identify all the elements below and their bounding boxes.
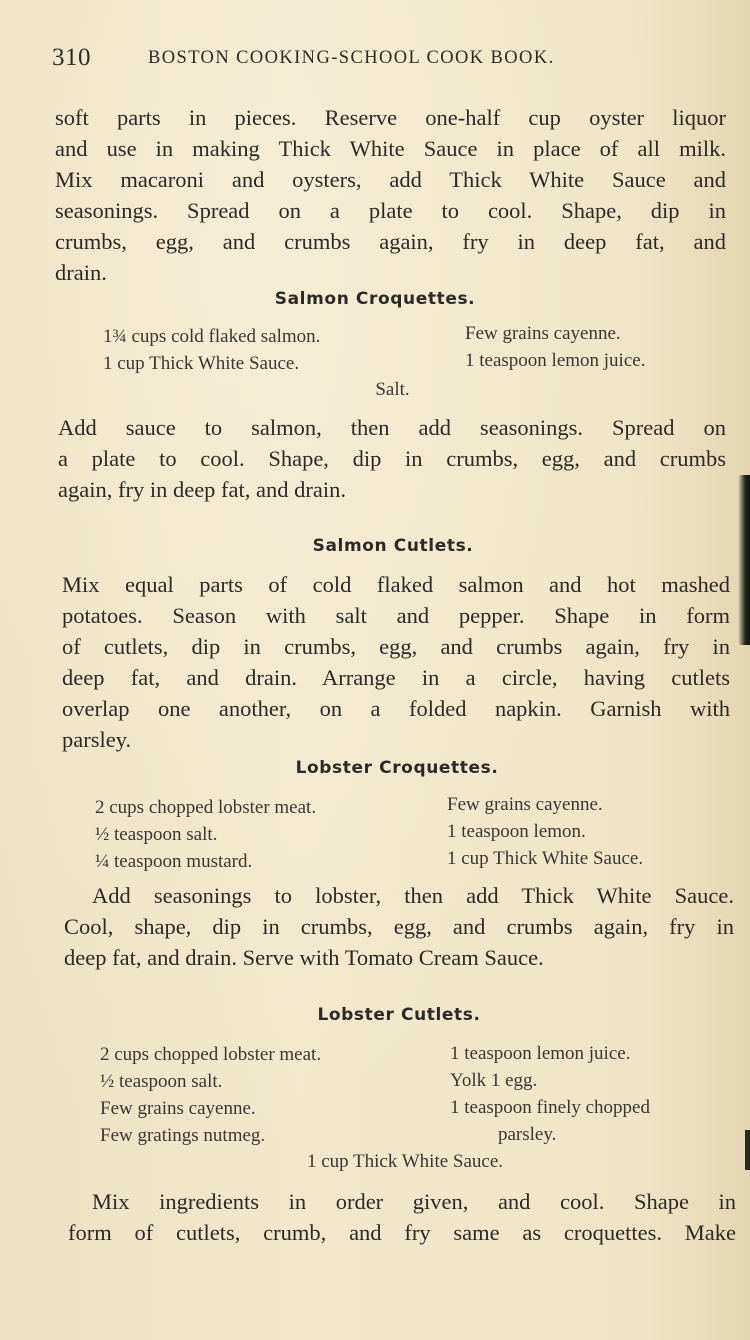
intro-paragraph (55, 102, 726, 288)
ingredients-right (447, 791, 643, 872)
text-line: Cool, shape, dip in crumbs, egg, and crumbs again, fry in (64, 914, 734, 939)
text-line: a plate to cool. Shape, dip in crumbs, egg, and crumbs (58, 446, 726, 471)
text-line: soft parts in pieces. Reserve one-half cup oyster liquor (55, 105, 726, 130)
ingredient-item: ½ teaspoon salt. (100, 1071, 223, 1092)
page-edge-shadow (738, 475, 750, 645)
text-line: parsley. (62, 727, 132, 752)
ingredient-item: 1 teaspoon finely chopped (450, 1097, 650, 1118)
text-line: Mix macaroni and oysters, add Thick White Sauce and (55, 167, 726, 192)
text-line: form of cutlets, crumb, and fry same as croquettes. Make (68, 1220, 736, 1245)
ingredient-item: 1 cup Thick White Sauce. (447, 848, 644, 869)
recipe-title-lobster-cutlets: Lobster Cutlets. (317, 1005, 481, 1025)
ingredients-center: 1 cup Thick White Sauce. (306, 1151, 504, 1172)
text-line: drain. (55, 260, 107, 285)
recipe-directions (62, 569, 730, 755)
ingredient-item: Few grains cayenne. (465, 323, 621, 344)
recipe-title-salmon-cutlets: Salmon Cutlets. (312, 536, 474, 556)
ingredient-item: 2 cups chopped lobster meat. (100, 1044, 322, 1065)
ingredient-item: ½ teaspoon salt. (95, 824, 218, 845)
ingredient-item: 1 teaspoon lemon juice. (450, 1043, 631, 1064)
ingredients-left (100, 1041, 321, 1149)
book-title: BOSTON COOKING-SCHOOL COOK BOOK. (148, 48, 555, 68)
recipe-directions (68, 1186, 736, 1248)
ingredients-left (103, 323, 320, 377)
recipe-directions (58, 412, 726, 505)
running-head (52, 44, 672, 78)
text-line: potatoes. Season with salt and pepper. Shape in form (62, 603, 730, 628)
ingredient-item: Few grains cayenne. (447, 794, 603, 815)
text-line: and use in making Thick White Sauce in place of all milk. (55, 136, 726, 161)
ingredient-item: Yolk 1 egg. (450, 1070, 538, 1091)
recipe-title-salmon-croquettes: Salmon Croquettes. (274, 289, 476, 309)
ingredients-right (465, 320, 645, 374)
ingredients-right (450, 1040, 650, 1148)
text-line: Mix ingredients in order given, and cool. Shape in (92, 1189, 736, 1214)
ingredient-item: 1 cup Thick White Sauce. (103, 353, 300, 374)
text-line: Add seasonings to lobster, then add Thick White Sauce. (92, 883, 734, 908)
ingredient-item: ¼ teaspoon mustard. (95, 851, 253, 872)
text-line: crumbs, egg, and crumbs again, fry in deep fat, and (55, 229, 726, 254)
recipe-directions (64, 880, 734, 973)
ingredient-item: Few gratings nutmeg. (100, 1125, 266, 1146)
text-line: again, fry in deep fat, and drain. (58, 477, 347, 502)
ingredients-center: Salt. (375, 379, 410, 400)
ingredient-item: Few grains cayenne. (100, 1098, 256, 1119)
page-number: 310 (52, 44, 91, 71)
ingredient-item: parsley. (498, 1124, 557, 1145)
ingredient-item: 1 teaspoon lemon juice. (465, 350, 646, 371)
text-line: Mix equal parts of cold flaked salmon and hot mashed (62, 572, 730, 597)
text-line: Add sauce to salmon, then add seasonings. Spread on (58, 415, 726, 440)
recipe-title-lobster-croquettes: Lobster Croquettes. (295, 758, 499, 778)
ingredient-item: 1¾ cups cold flaked salmon. (103, 326, 321, 347)
text-line: of cutlets, dip in crumbs, egg, and crumbs again, fry in (62, 634, 730, 659)
ingredients-left (95, 794, 316, 875)
text-line: seasonings. Spread on a plate to cool. Shape, dip in (55, 198, 726, 223)
ingredient-item: 1 teaspoon lemon. (447, 821, 586, 842)
text-line: deep fat, and drain. Serve with Tomato Cream Sauce. (64, 945, 544, 970)
text-line: overlap one another, on a folded napkin. Garnish with (62, 696, 730, 721)
ingredient-item: 2 cups chopped lobster meat. (95, 797, 317, 818)
text-line: deep fat, and drain. Arrange in a circle, having cutlets (62, 665, 730, 690)
